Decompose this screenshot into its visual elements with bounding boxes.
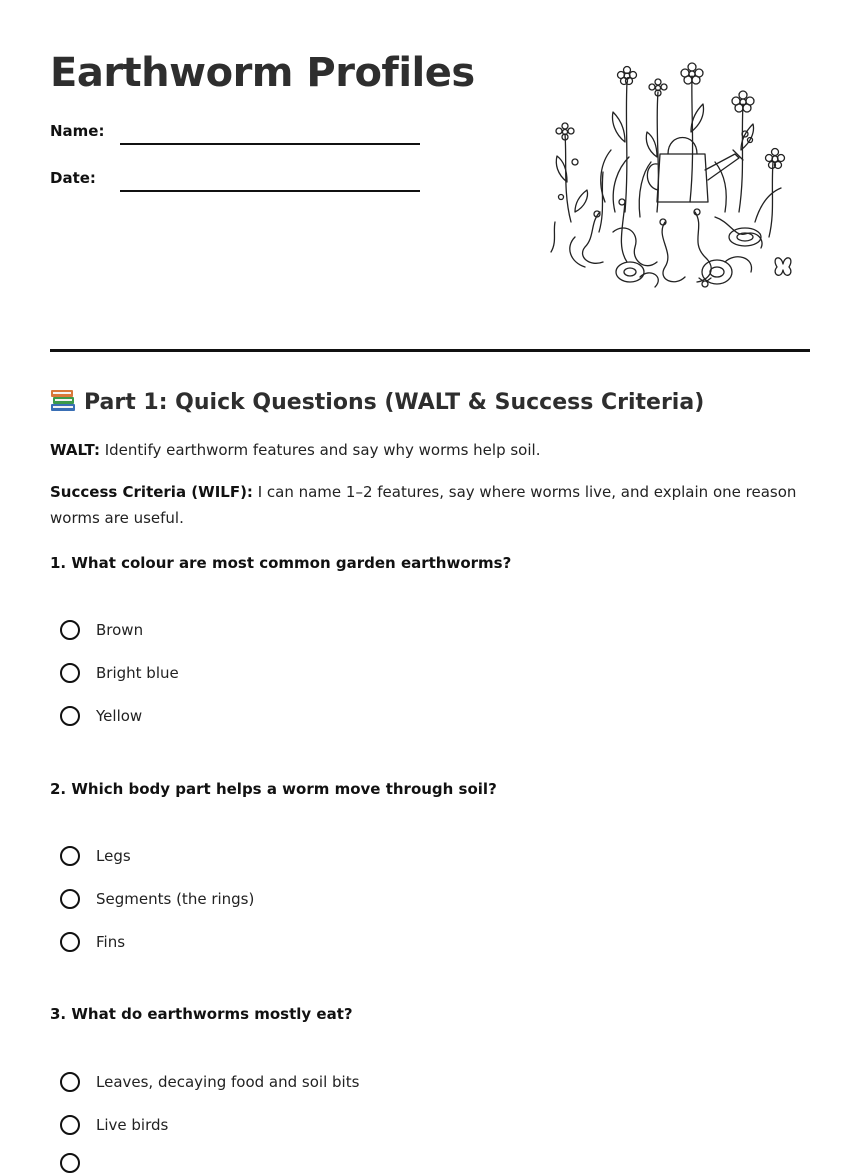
- wilf-paragraph: [50, 479, 810, 531]
- radio-button[interactable]: [60, 620, 80, 640]
- q2-option-fins[interactable]: [60, 929, 125, 955]
- question-1: 1. What colour are most common garden earthworms?: [50, 554, 512, 572]
- option-label: Bright blue: [96, 664, 179, 682]
- q3-option-live-birds[interactable]: [60, 1112, 168, 1138]
- radio-button[interactable]: [60, 663, 80, 683]
- q1-option-yellow[interactable]: [60, 703, 142, 729]
- question-3: 3. What do earthworms mostly eat?: [50, 1005, 353, 1023]
- q1-option-bright-blue[interactable]: [60, 660, 179, 686]
- page-title: Earthworm Profiles: [50, 50, 475, 96]
- option-label: Segments (the rings): [96, 890, 255, 908]
- date-field[interactable]: [120, 190, 420, 192]
- walt-paragraph: [50, 437, 810, 463]
- name-label: Name:: [50, 122, 105, 140]
- radio-button[interactable]: [60, 846, 80, 866]
- radio-button[interactable]: [60, 932, 80, 952]
- walt-label: WALT:: [50, 441, 100, 459]
- radio-button[interactable]: [60, 1153, 80, 1173]
- q3-option-partial[interactable]: [60, 1150, 96, 1176]
- option-label: Live birds: [96, 1116, 169, 1134]
- option-label: Yellow: [96, 707, 143, 725]
- wilf-text: I can name 1–2 features, say where worms live, and explain one reason worms are useful.: [50, 483, 797, 527]
- option-label: Brown: [96, 621, 144, 639]
- q1-option-brown[interactable]: [60, 617, 143, 643]
- garden-worms-illustration: [545, 62, 800, 297]
- date-label: Date:: [50, 169, 96, 187]
- wilf-label: Success Criteria (WILF):: [50, 483, 253, 501]
- q2-option-segments[interactable]: [60, 886, 254, 912]
- option-label: Fins: [96, 933, 126, 951]
- radio-button[interactable]: [60, 1072, 80, 1092]
- part1-heading-text: Part 1: Quick Questions (WALT & Success Criteria): [84, 390, 705, 415]
- name-field[interactable]: [120, 143, 420, 145]
- section-divider: [50, 349, 810, 352]
- radio-button[interactable]: [60, 1115, 80, 1135]
- question-2: 2. Which body part helps a worm move through soil?: [50, 780, 497, 798]
- part1-heading: [50, 388, 704, 415]
- q2-option-legs[interactable]: [60, 843, 131, 869]
- radio-button[interactable]: [60, 706, 80, 726]
- walt-text: Identify earthworm features and say why worms help soil.: [99, 441, 541, 459]
- q3-option-leaves[interactable]: [60, 1069, 359, 1095]
- option-label: Leaves, decaying food and soil bits: [96, 1073, 360, 1091]
- books-icon: [50, 388, 76, 412]
- radio-button[interactable]: [60, 889, 80, 909]
- option-label: Legs: [96, 847, 131, 865]
